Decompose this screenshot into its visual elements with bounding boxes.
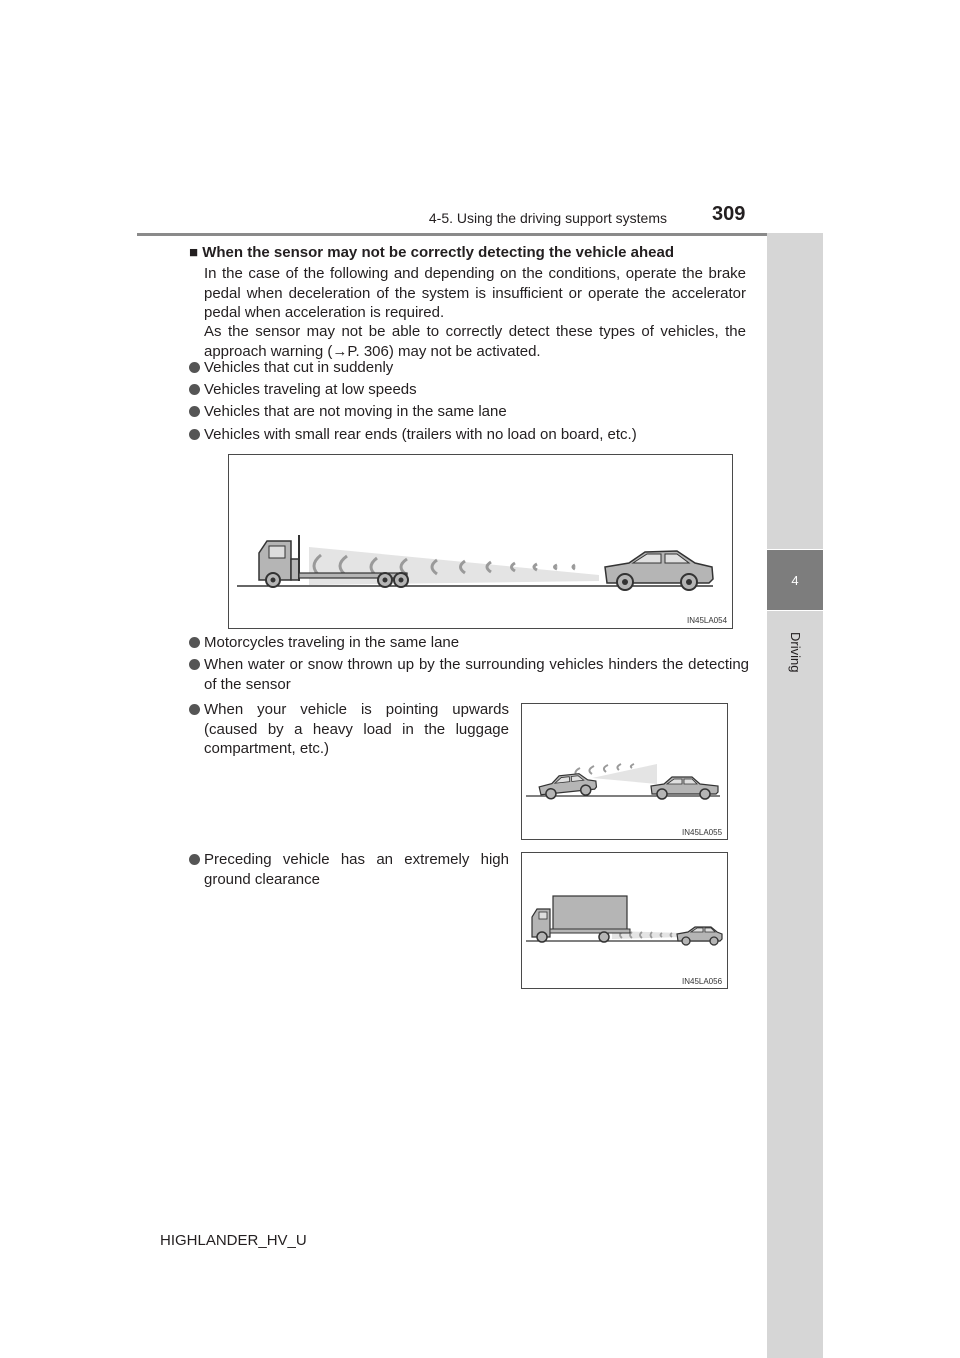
bullet-icon <box>189 429 200 440</box>
header-rule <box>137 233 823 236</box>
side-tab-strip-top <box>767 233 823 549</box>
figure-code: IN45LA055 <box>682 828 723 837</box>
list-item <box>189 850 509 889</box>
chapter-tab <box>767 550 823 610</box>
chapter-name: Driving <box>788 632 803 673</box>
page-ref-text: P. 306) may not be activated. <box>347 342 541 360</box>
figure-code: IN45LA054 <box>687 616 728 625</box>
list-item-text: Preceding vehicle has an extremely high ground clearance <box>204 851 509 888</box>
list-item <box>189 700 509 759</box>
figure-trailer <box>228 454 733 629</box>
bullet-icon <box>189 406 200 417</box>
list-item <box>189 402 749 422</box>
list-item <box>189 380 749 400</box>
section-title: 4-5. Using the driving support systems <box>428 210 667 226</box>
side-tab-strip-bottom <box>767 611 823 1358</box>
bullet-icon <box>189 659 200 670</box>
list-item <box>189 655 749 694</box>
footer-model: HIGHLANDER_HV_U <box>160 1232 307 1249</box>
clearance-illustration <box>522 853 727 988</box>
paragraph-warning-text: As the sensor may not be able to correctly detect these types of vehicles, the approach warning ( <box>204 323 746 360</box>
list-item-text: Vehicles that cut in suddenly <box>204 359 394 376</box>
page-ref-arrow-icon: → <box>332 342 348 360</box>
list-item-text: Vehicles that are not moving in the same lane <box>204 403 507 420</box>
bullet-icon <box>189 384 200 395</box>
bullet-icon <box>189 854 200 865</box>
section-heading <box>189 243 674 263</box>
bullet-icon <box>189 704 200 715</box>
upward-illustration <box>522 704 727 839</box>
bullet-icon <box>189 362 200 373</box>
figure-code: IN45LA056 <box>682 977 723 986</box>
list-item-text: When water or snow thrown up by the surrounding vehicles hinders the detecting of the sensor <box>204 656 749 693</box>
heading-text: When the sensor may not be correctly detecting the vehicle ahead <box>202 244 675 261</box>
paragraph-warning <box>204 322 746 361</box>
paragraph-operation: In the case of the following and depending on the conditions, operate the brake pedal when deceleration of the system is insufficient or operate the accelerator pedal when acceleration is required. <box>204 265 746 321</box>
heading-marker: ■ <box>189 244 199 261</box>
trailer-illustration <box>229 455 732 628</box>
list-item-text: Vehicles traveling at low speeds <box>204 381 417 398</box>
list-item-text: Vehicles with small rear ends (trailers with no load on board, etc.) <box>204 426 637 443</box>
list-item <box>189 633 749 653</box>
list-item-text: Motorcycles traveling in the same lane <box>204 634 460 651</box>
figure-pointing-upward <box>521 703 728 840</box>
list-item <box>189 425 749 445</box>
list-item <box>189 358 749 378</box>
page-number: 309 <box>712 203 746 225</box>
chapter-number: 4 <box>791 572 799 588</box>
bullet-icon <box>189 637 200 648</box>
figure-high-clearance <box>521 852 728 989</box>
list-item-text: When your vehicle is pointing upwards (caused by a heavy load in the luggage compartment, etc.) <box>204 701 509 757</box>
